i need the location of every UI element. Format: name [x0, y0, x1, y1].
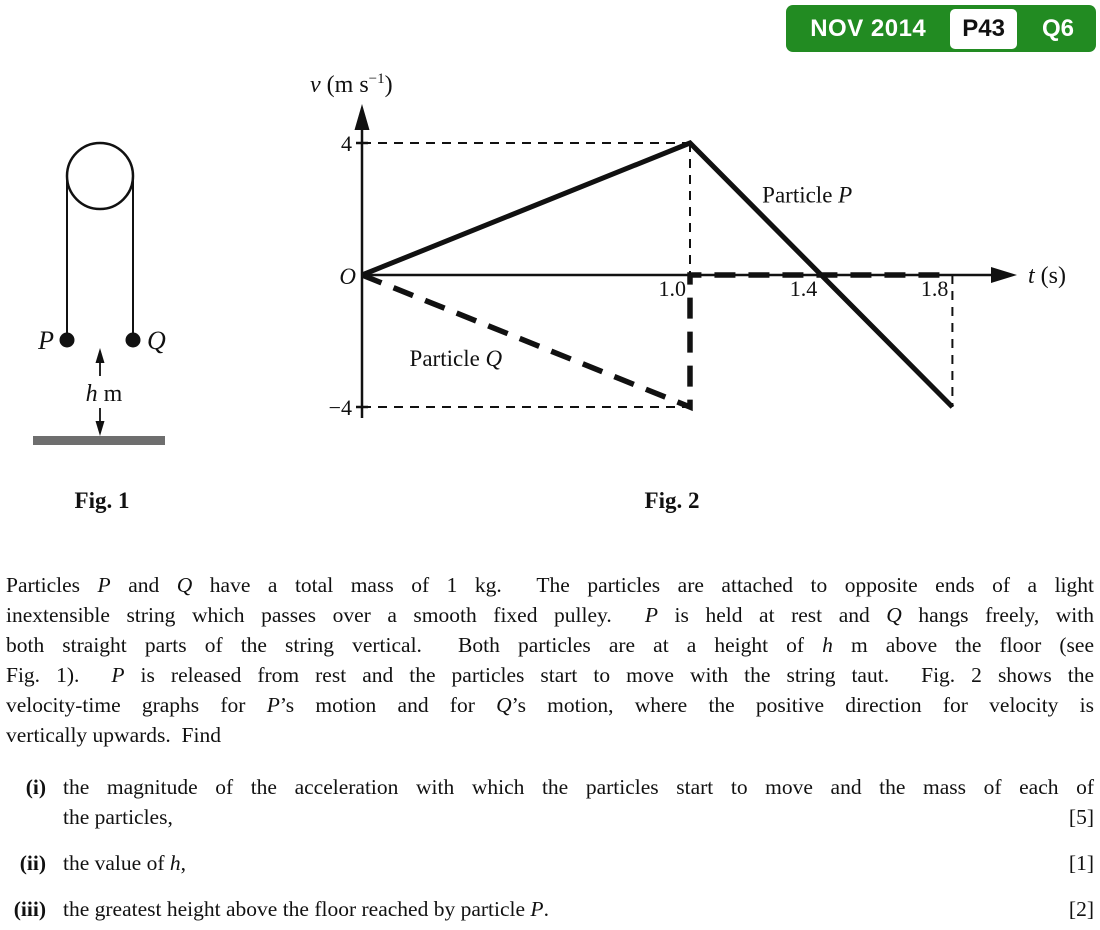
text-run: Particles	[6, 573, 98, 597]
problem-statement	[0, 556, 1100, 750]
text-run: m above the floor (see	[832, 633, 1094, 657]
question-number: (i)	[25, 775, 46, 799]
question-text-line	[63, 894, 549, 924]
x-tick-label: 1.0	[658, 276, 686, 301]
text-run: the value of	[63, 851, 170, 875]
series-label-particle-p: Particle P	[762, 182, 853, 208]
paragraph-line	[6, 660, 1094, 690]
paragraph-line	[6, 690, 1094, 720]
paper-code-badge: P43	[950, 9, 1017, 49]
session-label: NOV 2014	[810, 14, 927, 42]
text-run: the greatest height above the floor reached by particle	[63, 897, 531, 921]
text-run: and	[110, 573, 177, 597]
question-text-line	[63, 848, 186, 878]
question-number: (iii)	[13, 897, 46, 921]
pulley-circle	[67, 143, 133, 209]
question-number: (ii)	[19, 851, 46, 875]
height-arrow-up-icon	[96, 348, 105, 363]
paragraph-line	[6, 600, 1094, 630]
math-variable: P	[97, 573, 111, 597]
paragraph-line	[6, 720, 1094, 750]
particle-q-label: Q	[147, 326, 166, 355]
question-item-ii	[6, 848, 1094, 878]
question-number-badge: Q6	[1041, 14, 1074, 42]
series-label-particle-q: Particle Q	[409, 345, 503, 371]
text-run: ’s motion, where the positive direction for velocity is	[511, 693, 1094, 717]
marks-badge: [1]	[1068, 851, 1094, 875]
floor	[33, 436, 165, 445]
math-variable: h	[822, 633, 833, 657]
x-axis-title: t (s)	[1028, 263, 1066, 289]
text-run: ,	[180, 851, 186, 875]
y-tick-label: 4	[341, 131, 352, 156]
text-run: is held at rest and	[658, 603, 887, 627]
math-variable: h	[169, 851, 181, 875]
fig2-caption: Fig. 2	[644, 488, 700, 513]
paragraph-line	[6, 630, 1094, 660]
math-variable: P	[266, 693, 280, 717]
text-run: is released from rest and the particles start to move with the string taut. Fig. 2 shows the	[124, 663, 1094, 687]
origin-label: O	[339, 264, 356, 289]
question-text-line	[63, 802, 173, 832]
math-variable: Q	[886, 603, 902, 627]
series-line-particle-q	[362, 275, 952, 407]
math-variable: Q	[176, 573, 193, 597]
text-run: inextensible string which passes over a smooth fixed pulley.	[6, 603, 645, 627]
text-run: .	[543, 897, 549, 921]
x-tick-label: 1.8	[920, 276, 949, 301]
text-run: Fig. 1).	[6, 663, 112, 687]
particle-p-dot	[60, 333, 75, 348]
math-variable: P	[111, 663, 125, 687]
math-variable: Q	[496, 693, 512, 717]
x-tick-label: 1.4	[789, 276, 818, 301]
fig1-caption: Fig. 1	[74, 488, 130, 513]
question-text-line	[63, 772, 1094, 802]
text-run: the magnitude of the acceleration with which the particles start to move and the mass of each of	[63, 775, 1094, 799]
paragraph-line	[6, 570, 1094, 600]
fig2-velocity-time-graph	[280, 70, 1100, 460]
question-list	[0, 772, 1100, 924]
text-run: the particles,	[63, 805, 173, 829]
text-run: vertically upwards. Find	[6, 723, 221, 747]
question-item-i	[6, 772, 1094, 832]
question-item-iii	[6, 894, 1094, 924]
height-label: h m	[85, 381, 123, 407]
text-run: velocity-time graphs for	[6, 693, 267, 717]
x-axis-arrow-icon	[991, 267, 1017, 283]
particle-q-dot	[126, 333, 141, 348]
text-run: have a total mass of 1 kg. The particles are attached to opposite ends of a light	[192, 573, 1094, 597]
marks-badge: [2]	[1068, 897, 1094, 921]
y-tick-label: −4	[328, 395, 352, 420]
math-variable: P	[530, 897, 544, 921]
fig1-pulley-diagram	[10, 120, 270, 465]
y-axis-arrow-icon	[355, 104, 370, 130]
y-axis-title: v (m $s^{-1}$)	[310, 71, 393, 98]
particle-p-label: P	[38, 326, 54, 355]
text-run: hangs freely, with	[901, 603, 1094, 627]
math-variable: P	[644, 603, 658, 627]
text-run: ’s motion and for	[279, 693, 497, 717]
text-run: both straight parts of the string vertical. Both particles are at a height of	[6, 633, 823, 657]
marks-badge: [5]	[1068, 805, 1094, 829]
height-arrow-down-icon	[96, 421, 105, 436]
